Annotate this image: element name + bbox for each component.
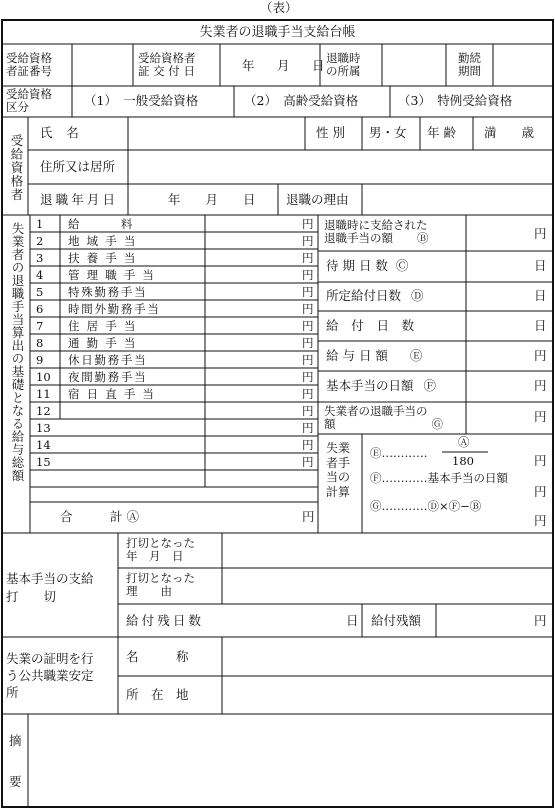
mark-g: Ⓖ — [431, 417, 443, 431]
basis-item-number: 4 — [36, 268, 44, 282]
basis-item-amount-field[interactable]: 円 — [302, 404, 314, 418]
termination-reason-field[interactable] — [223, 569, 552, 603]
basis-item-label: 休日勤務手当 — [68, 353, 148, 367]
age-label: 年 齢 — [427, 125, 456, 140]
basis-item-number: 10 — [36, 370, 51, 384]
waiting-days-label: 待 期 日 数 — [326, 258, 388, 273]
address-label: 住所又は居所 — [40, 159, 116, 174]
mark-c: Ⓒ — [395, 258, 409, 273]
daily-wage-label: 給 与 日 額 — [326, 348, 388, 363]
paid-days-label: 給 付 日 数 — [326, 318, 419, 333]
basis-item-number: 12 — [36, 404, 51, 418]
basis-item-label: 住 居 手 当 — [68, 319, 138, 333]
basis-item-number: 6 — [36, 302, 44, 316]
gender-select[interactable]: 男・女 — [369, 125, 407, 140]
basis-item-amount-field[interactable]: 円 — [302, 455, 314, 469]
name-field[interactable] — [129, 118, 304, 149]
basis-item-label: 管 理 職 手 当 — [68, 268, 156, 282]
tenure-field[interactable] — [494, 45, 552, 85]
tenure-label: 勤続 期間 — [458, 51, 481, 78]
basis-item-number: 11 — [36, 387, 51, 401]
qualification-option-special[interactable]: （3） 特例受給資格 — [398, 93, 513, 108]
office-name-field[interactable] — [223, 638, 552, 675]
basis-item-label: 通 勤 手 当 — [68, 336, 138, 350]
calc-g-line: Ⓖ…………Ⓓ×Ⓕ−Ⓑ — [370, 499, 482, 513]
basis-item-label: 給 料 — [68, 217, 135, 231]
office-address-label: 所 在 地 — [126, 687, 189, 702]
remaining-amount-label: 給付残額 — [371, 613, 422, 628]
calc-f-field[interactable]: 円 — [534, 484, 547, 499]
basis-item-number: 7 — [36, 319, 44, 333]
age-field[interactable]: 満 歳 — [484, 125, 535, 140]
paid-days-field[interactable]: 日 — [534, 318, 547, 333]
qualification-type-label: 受給資格 区分 — [6, 87, 52, 114]
basis-item-label: 特殊勤務手当 — [68, 285, 148, 299]
qualification-option-general[interactable]: （1） 一般受給資格 — [84, 93, 199, 108]
termination-label: 基本手当の支給 打 切 — [6, 571, 94, 604]
daily-wage-field[interactable]: 円 — [534, 348, 547, 363]
mark-d: Ⓓ — [411, 288, 424, 303]
office-name-label: 名 称 — [126, 649, 189, 664]
basis-item-amount-field[interactable]: 円 — [302, 370, 314, 384]
basis-item-amount-field[interactable]: 円 — [302, 302, 314, 316]
paid-allowance-label: 退職時に支給された 退職手当の額 Ⓑ — [324, 218, 429, 245]
unemployment-allowance-label: 失業者の退職手当の 額 Ⓖ — [324, 404, 443, 431]
basis-item-number: 5 — [36, 285, 44, 299]
basis-item-number: 3 — [36, 251, 44, 265]
page-title: 失業者の退職手当支給台帳 — [199, 25, 356, 40]
cert-number-label: 受給資格 者証番号 — [6, 51, 52, 78]
employment-office-label: 失業の証明を行 う公共職業安定 所 — [6, 651, 94, 700]
cert-number-field[interactable] — [73, 45, 132, 85]
qualification-option-senior[interactable]: （2） 高齢受給資格 — [244, 93, 359, 108]
total-amount-field[interactable]: 円 — [302, 509, 315, 524]
cert-issue-date-label: 受給資格者 証 交 付 日 — [138, 51, 196, 78]
gender-label: 性 別 — [316, 125, 345, 140]
waiting-days-field[interactable]: 日 — [534, 258, 547, 273]
recipient-side-label: 受給資格者 — [9, 134, 24, 202]
department-field[interactable] — [383, 45, 445, 85]
basis-item-amount-field[interactable]: 円 — [302, 319, 314, 333]
termination-date-field[interactable] — [223, 534, 552, 567]
total-label: 合 計 Ⓐ — [60, 509, 139, 524]
remarks-field[interactable] — [29, 715, 552, 806]
basis-item-amount-field[interactable]: 円 — [302, 438, 314, 452]
remaining-days-label: 給付残日数 — [126, 613, 205, 628]
basis-item-number: 14 — [36, 438, 51, 452]
retire-reason-label: 退職の理由 — [286, 192, 349, 207]
unemployment-allowance-field[interactable]: 円 — [534, 409, 547, 424]
basis-item-number: 8 — [36, 336, 44, 350]
remaining-days-field[interactable]: 日 — [346, 613, 359, 628]
basis-item-label: 地 域 手 当 — [68, 234, 138, 248]
department-label: 退職時 の所属 — [326, 51, 361, 78]
basis-item-label: 扶 養 手 当 — [68, 251, 138, 265]
basis-item-amount-field[interactable]: 円 — [302, 336, 314, 350]
basis-side-label: 失業者の退職手当算出の基礎となる給与総額 — [10, 222, 25, 482]
remarks-label-bottom: 要 — [9, 774, 22, 789]
basis-item-amount-field[interactable]: 円 — [302, 268, 314, 282]
name-label: 氏名 — [40, 125, 93, 140]
retire-reason-field[interactable] — [363, 185, 552, 214]
basis-item-amount-field[interactable]: 円 — [302, 217, 314, 231]
remaining-amount-field[interactable]: 円 — [534, 613, 547, 628]
calc-e-field[interactable]: 円 — [534, 453, 547, 468]
basis-item-amount-field[interactable]: 円 — [302, 353, 314, 367]
retire-date-label: 退職年月日 — [40, 192, 119, 207]
basis-item-number: 2 — [36, 234, 44, 248]
basis-item-amount-field[interactable]: 円 — [302, 285, 314, 299]
benefit-days-label: 所定給付日数 — [326, 288, 402, 303]
mark-f: Ⓕ — [423, 378, 437, 393]
benefit-days-field[interactable]: 日 — [534, 288, 547, 303]
basis-item-number: 15 — [36, 455, 51, 469]
basis-item-label: 時間外勤務手当 — [68, 302, 161, 316]
calc-f-line: Ⓕ…………基本手当の日額 — [370, 471, 508, 485]
basic-daily-allowance-label: 基本手当の日額 — [326, 378, 414, 393]
termination-date-label: 打切となった 年 月 日 — [126, 536, 195, 563]
calc-e-denominator: 180 — [452, 454, 474, 468]
mark-b: Ⓑ — [417, 231, 429, 245]
basis-item-number: 9 — [36, 353, 44, 367]
termination-reason-label: 打切となった 理 由 — [126, 571, 195, 598]
office-address-field[interactable] — [223, 677, 552, 713]
calculation-side-label: 失業者手当の計算 — [326, 441, 351, 499]
mark-e: Ⓔ — [409, 348, 423, 363]
basis-item-amount-field[interactable]: 円 — [302, 251, 314, 265]
basis-item-label: 夜間勤務手当 — [68, 370, 148, 384]
sheet-side-label: （表） — [260, 0, 298, 15]
calc-g-field[interactable]: 円 — [534, 513, 547, 528]
basis-item-number: 13 — [36, 421, 51, 435]
retire-date-field[interactable]: 年 月 日 — [168, 192, 256, 207]
basis-item-amount-field[interactable]: 円 — [302, 234, 314, 248]
calc-e-prefix: Ⓔ………… — [370, 446, 428, 460]
basis-item-amount-field[interactable]: 円 — [302, 387, 314, 401]
basis-item-amount-field[interactable]: 円 — [302, 421, 314, 435]
remarks-label-top: 摘 — [9, 733, 22, 748]
basis-item-number: 1 — [36, 217, 44, 231]
calc-e-numerator: Ⓐ — [458, 435, 470, 449]
basis-item-label: 宿 日 直 手 当 — [68, 387, 156, 401]
cert-issue-date-field[interactable]: 年 月 日 — [242, 58, 330, 73]
paid-allowance-field[interactable]: 円 — [534, 226, 547, 241]
basic-daily-allowance-field[interactable]: 円 — [534, 378, 547, 393]
address-field[interactable] — [129, 151, 552, 183]
